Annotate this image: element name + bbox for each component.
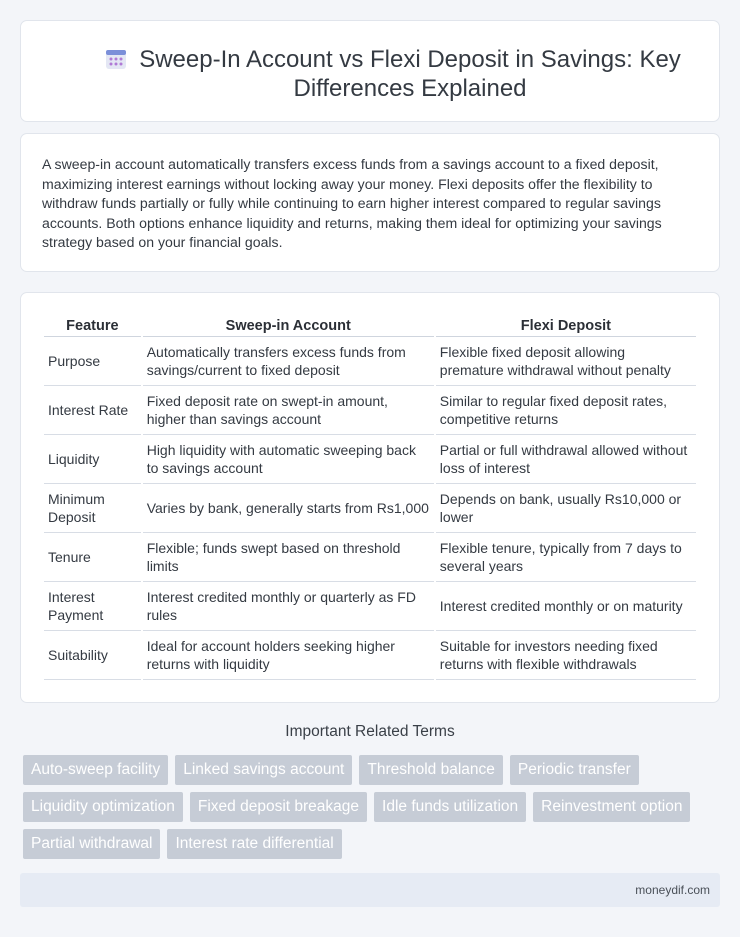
related-term-tag[interactable]: Periodic transfer	[510, 755, 639, 785]
feature-cell: Tenure	[44, 533, 141, 582]
sweep-cell: Fixed deposit rate on swept-in amount, higher than savings account	[143, 386, 434, 435]
sweep-cell: Varies by bank, generally starts from Rs1,000	[143, 484, 434, 533]
intro-card	[20, 133, 720, 272]
table-header-row	[44, 315, 696, 337]
footer	[20, 873, 720, 907]
flexi-cell: Suitable for investors needing fixed returns with flexible withdrawals	[436, 631, 696, 680]
footer-site-link[interactable]: moneydif.com	[635, 883, 710, 897]
flexi-cell: Depends on bank, usually Rs10,000 or lower	[436, 484, 696, 533]
page-title: Sweep-In Account vs Flexi Deposit in Savings: Key Differences Explained	[139, 46, 681, 102]
comparison-card	[20, 292, 720, 703]
table-row	[44, 533, 696, 582]
flexi-cell: Similar to regular fixed deposit rates, competitive returns	[436, 386, 696, 435]
flexi-cell: Flexible fixed deposit allowing premature withdrawal without penalty	[436, 337, 696, 386]
intro-paragraph: A sweep-in account automatically transfers excess funds from a savings account to a fixed deposit, maximizing interest earnings without locking away your money. Flexi deposits offer the flexibility to withdraw funds partially or fully while continuing to earn higher interest compared to regular savings accounts. Both options enhance liquidity and returns, making them ideal for optimizing your savings strategy based on your financial goals.	[42, 156, 662, 251]
feature-cell: Minimum Deposit	[44, 484, 141, 533]
table-row	[44, 631, 696, 680]
title-card	[20, 20, 720, 122]
flexi-cell: Flexible tenure, typically from 7 days to several years	[436, 533, 696, 582]
comparison-table	[42, 315, 698, 680]
feature-cell: Liquidity	[44, 435, 141, 484]
sweep-cell: Flexible; funds swept based on threshold limits	[143, 533, 434, 582]
related-term-tag[interactable]: Interest rate differential	[167, 829, 341, 859]
sweep-cell: High liquidity with automatic sweeping back to savings account	[143, 435, 434, 484]
flexi-cell: Interest credited monthly or on maturity	[436, 582, 696, 631]
sweep-cell: Ideal for account holders seeking higher returns with liquidity	[143, 631, 434, 680]
table-row	[44, 337, 696, 386]
sweep-cell: Automatically transfers excess funds from savings/current to fixed deposit	[143, 337, 434, 386]
table-row	[44, 386, 696, 435]
header-sweep-in-account: Sweep-in Account	[143, 315, 434, 337]
related-term-tag[interactable]: Auto-sweep facility	[23, 755, 168, 785]
feature-cell: Suitability	[44, 631, 141, 680]
table-row	[44, 484, 696, 533]
feature-cell: Interest Rate	[44, 386, 141, 435]
related-term-tag[interactable]: Threshold balance	[359, 755, 503, 785]
flexi-cell: Partial or full withdrawal allowed without loss of interest	[436, 435, 696, 484]
header-feature: Feature	[44, 315, 141, 337]
related-term-tag[interactable]: Idle funds utilization	[374, 792, 526, 822]
sweep-cell: Interest credited monthly or quarterly as FD rules	[143, 582, 434, 631]
related-term-tag[interactable]: Liquidity optimization	[23, 792, 183, 822]
feature-cell: Interest Payment	[44, 582, 141, 631]
related-term-tag[interactable]: Linked savings account	[175, 755, 352, 785]
header-flexi-deposit: Flexi Deposit	[436, 315, 696, 337]
related-terms-list	[23, 755, 723, 859]
related-term-tag[interactable]: Partial withdrawal	[23, 829, 160, 859]
table-row	[44, 582, 696, 631]
feature-cell: Purpose	[44, 337, 141, 386]
related-term-tag[interactable]: Reinvestment option	[533, 792, 690, 822]
table-row	[44, 435, 696, 484]
related-term-tag[interactable]: Fixed deposit breakage	[190, 792, 367, 822]
related-terms-heading: Important Related Terms	[285, 723, 455, 740]
